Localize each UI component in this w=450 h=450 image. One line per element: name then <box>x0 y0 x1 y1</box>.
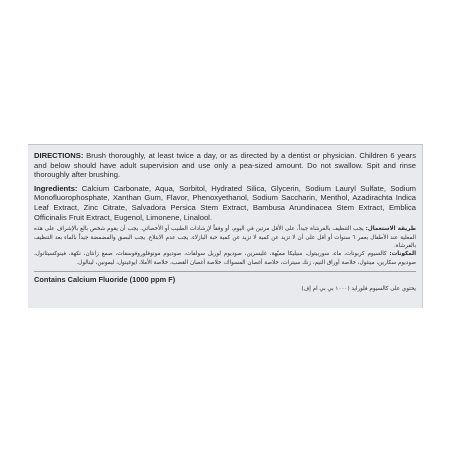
ingredients-heading: Ingredients: <box>34 183 78 193</box>
label-panel <box>28 144 423 308</box>
arabic-directions-heading: طريقة الاستعمال: <box>365 226 416 233</box>
arabic-directions-text: يجب التنظيف بالفرشاة جيداً، على الأقل مرتين في اليوم، أو وفقاً لإرشادات الطبيب أو الأخصائي. يجب أن يقوم شخص بالغ بالإشراف على هذه المعلية عند الأطفال بعمر ٦ سنوات أو أقل على أن لا تزيد عن كمية لا تزيد عن كمية حبة البازلاء. يجب عدم الابتلاع. يجب البصق والمضمضة جيداً بالماء بعد التنظيف بالفرشاة. <box>34 226 416 249</box>
arabic-ingredients-paragraph <box>34 250 416 267</box>
fluoride-statement: Contains Calcium Fluoride (1000 ppm F) <box>34 275 176 285</box>
ingredients-paragraph <box>34 184 416 222</box>
arabic-ingredients-heading: المكونات: <box>389 251 416 258</box>
directions-paragraph <box>34 151 416 180</box>
arabic-ingredients-text: كالسيوم كربونات، ماء، سوربيتول، سيليكا مميّهة، غليسرين، صوديوم لوريل سولفات، صوديوم مونوفلوروفوسفات، صمغ زانثان، نكهة، فينوكسيثانول، صوديوم سكارين، مينثول، خلاصة أوراق النيم، زنك سيترات، خلاصة أغصان المسواك، خلاصة أغصان القصب، خلاصة الأملا، ايوغينول، ليمونين، لينالول. <box>34 251 416 266</box>
directions-heading: DIRECTIONS: <box>34 151 84 160</box>
fluoride-statement-arabic: يحتوي على كالسيوم فلورايد (١٠٠٠ بي بي ام إف) <box>301 286 416 293</box>
divider <box>34 271 416 272</box>
directions-text: Brush thoroughly, at least twice a day, or as directed by a dentist or physician. Children 6 years and below should have adult supervision and use only a pea-sized amount. Do not swallow. Spit and rinse thoroughly after brushing. <box>34 151 416 180</box>
arabic-directions-paragraph <box>34 225 416 250</box>
ingredients-text: Calcium Carbonate, Aqua, Sorbitol, Hydrated Silica, Glycerin, Sodium Lauryl Sulfate, Sodium Monofluorophosphate, Xanthan Gum, Flavor, Phenoxyethanol, Sodium Saccharin, Menthol, Azadirachta Indica Leaf Extract, Zinc Citrate, Salvadora Persica Stem Extract, Bambusa Arundinacea Stem Extract, Emblica Officinalis Fruit Extract, Eugenol, Limonene, Linalool. <box>34 183 416 222</box>
